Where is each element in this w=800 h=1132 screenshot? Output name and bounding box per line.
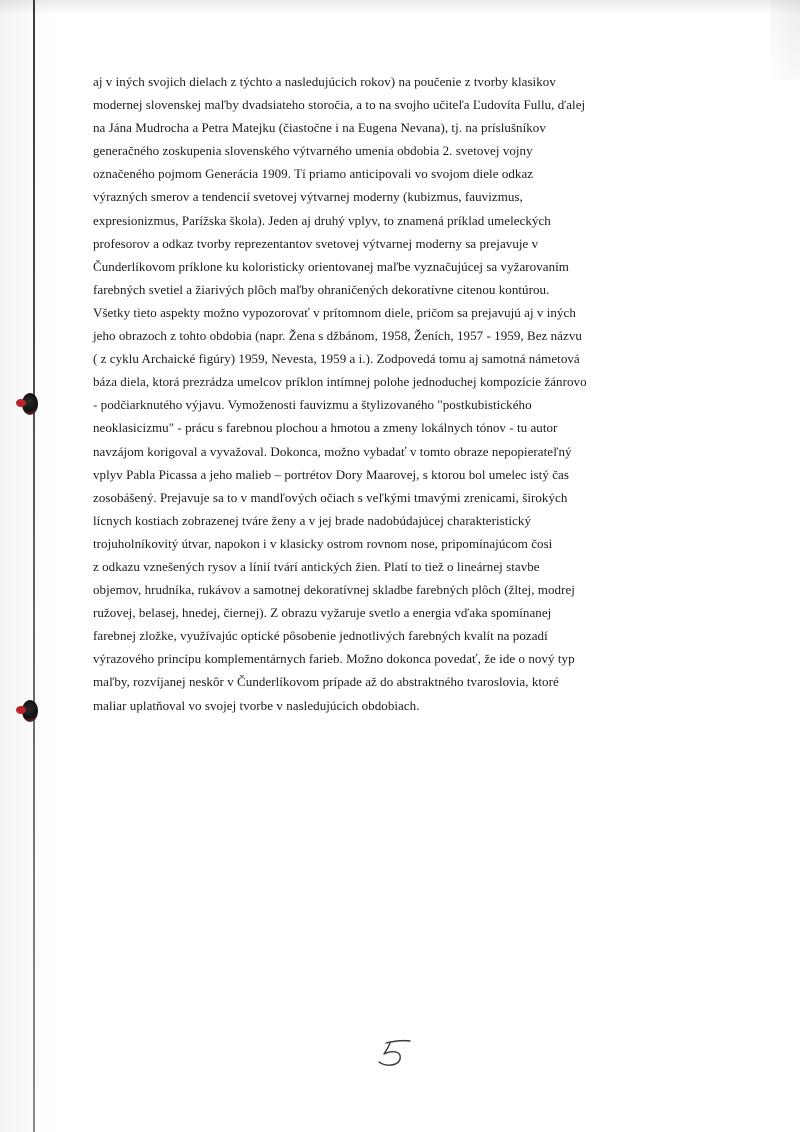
text-line: vplyv Pabla Picassa a jeho malieb – portrétov Dory Maarovej, s ktorou bol umelec istý čas — [93, 466, 569, 482]
text-line: aj v iných svojich dielach z týchto a nasledujúcich rokov) na poučenie z tvorby klasikov — [93, 74, 556, 89]
text-line: výrazového princípu komplementárnych farieb. Možno dokonca povedať, že ide o nový typ — [93, 651, 575, 667]
text-line: označeného pojmom Generácia 1909. Tí priamo anticipovali vo svojom diele odkaz — [93, 166, 534, 182]
binding-edge — [33, 0, 35, 1132]
scan-shadow-top — [0, 0, 800, 14]
punch-hole-lower — [22, 700, 38, 722]
text-line: modernej slovenskej maľby dvadsiateho storočia, a to na svojho učiteľa Ľudovíta Fullu, ďalej — [93, 97, 586, 113]
text-line: farebnej zložke, využívajúc optické pôsobenie jednotlivých farebných kvalít na pozadí — [93, 628, 548, 644]
handwritten-page-number-5 — [370, 1035, 430, 1071]
text-line: ružovej, belasej, hnedej, čiernej). Z obrazu vyžaruje svetlo a energia vďaka spomínanej — [93, 605, 552, 621]
text-line: maľby, rozvíjanej neskôr v Čunderlíkovom prípade až do abstraktného tvaroslovia, ktoré — [93, 674, 559, 690]
text-line: výrazných smerov a tendencií svetovej výtvarnej moderny (kubizmus, fauvizmus, — [93, 189, 523, 205]
text-line: Všetky tieto aspekty možno vypozorovať v prítomnom diele, pričom sa prejavujú aj v iných — [93, 304, 576, 320]
text-line: zosobášený. Prejavuje sa to v mandľových očiach s veľkými tmavými zrenicami, širokých — [93, 489, 568, 505]
text-line: generačného zoskupenia slovenského výtvarného umenia obdobia 2. svetovej vojny — [93, 143, 533, 159]
text-line: - podčiarknutého výjavu. Vymoženosti fauvizmu a štylizovaného "postkubistického — [93, 397, 532, 413]
text-line: navzájom korigoval a vyvažoval. Dokonca, možno vybadať v tomto obraze nepopierateľný — [93, 443, 572, 459]
text-line: ( z cyklu Archaické figúry) 1959, Nevesta, 1959 a i.). Zodpovedá tomu aj samotná námetová — [93, 351, 580, 367]
text-line: objemov, hrudníka, rukávov a samotnej dekoratívnej skladbe farebných plôch (žltej, modrej — [93, 582, 575, 598]
text-line: neoklasicizmu" - prácu s farebnou plochou a hmotou a zmeny lokálnych tónov - tu autor — [93, 420, 558, 436]
text-line: báza diela, ktorá prezrádza umelcov príklon intímnej polohe jednoduchej kompozície žánrovo — [93, 374, 587, 390]
punch-hole-upper — [22, 393, 38, 415]
text-line: z odkazu vznešených rysov a línií tvárí antických žien. Platí to tiež o lineárnej stavbe — [93, 558, 540, 574]
body-text — [93, 70, 703, 717]
text-line: lícnych kostiach zobrazenej tváre ženy a v jej brade nadobúdajúcej charakteristický — [93, 512, 531, 528]
text-line: profesorov a odkaz tvorby reprezentantov svetovej výtvarnej moderny sa prejavuje v — [93, 235, 539, 251]
text-line: maliar uplatňoval vo svojej tvorbe v nasledujúcich obdobiach. — [93, 697, 420, 713]
text-line: Čunderlíkovom príklone ku koloristicky orientovanej maľbe vyznačujúcej sa vyžarovaním — [93, 258, 569, 274]
scan-smudge — [770, 0, 800, 80]
text-line: na Jána Mudrocha a Petra Matejku (čiastočne i na Eugena Nevana), tj. na príslušníkov — [93, 120, 546, 136]
text-line: farebných svetiel a žiarivých plôch maľby ohraničených dekoratívne citenou kontúrou. — [93, 281, 550, 297]
text-line: trojuholníkovitý útvar, napokon i v klasicky ostrom rovnom nose, pripomínajúcom čosi — [93, 535, 553, 551]
text-line: expresionizmus, Parížska škola). Jeden aj druhý vplyv, to znamená príklad umeleckých — [93, 212, 551, 228]
text-line: jeho obrazoch z tohto obdobia (napr. Žena s džbánom, 1958, Ženích, 1957 - 1959, Bez názvu — [93, 328, 582, 344]
page-number — [370, 1035, 430, 1071]
